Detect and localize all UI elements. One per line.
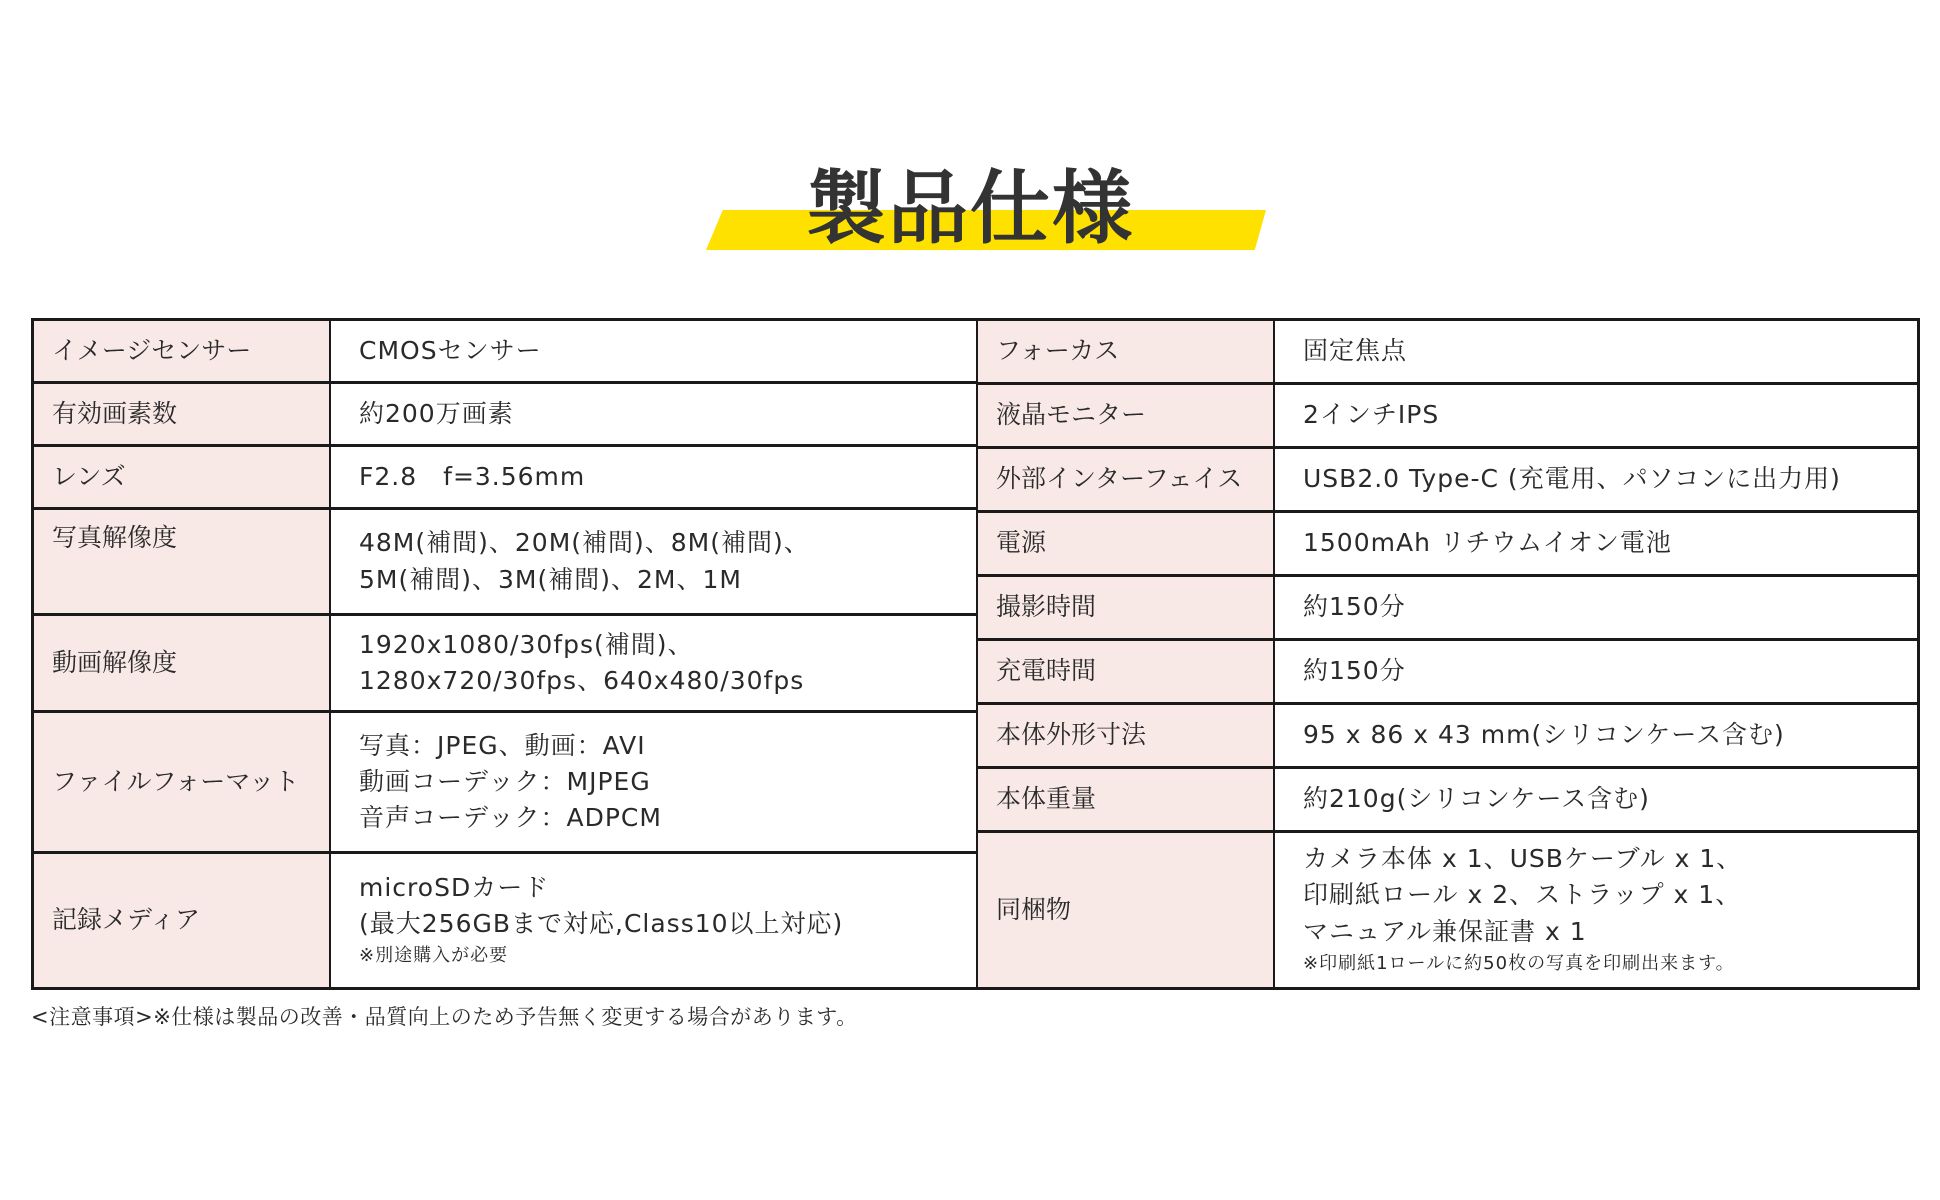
spec-label: 充電時間 — [978, 641, 1275, 705]
spec-label: 本体外形寸法 — [978, 705, 1275, 769]
spec-table-right — [978, 321, 1920, 987]
spec-label: フォーカス — [978, 321, 1275, 385]
spec-value-line: 写真：JPEG、動画：AVI — [359, 730, 646, 760]
title-area — [0, 140, 1940, 260]
spec-label: 液晶モニター — [978, 385, 1275, 449]
spec-label: 写真解像度 — [34, 510, 331, 616]
spec-value-line: 48M(補間)、20M(補間)、8M(補間)、 — [359, 528, 810, 558]
spec-value-line: CMOSセンサー — [359, 335, 542, 365]
spec-value-line: 固定焦点 — [1303, 336, 1408, 366]
spec-value-line: 約210g(シリコンケース含む) — [1303, 784, 1650, 814]
spec-value-line: 動画コーデック：MJPEG — [359, 766, 651, 796]
spec-value — [1275, 321, 1920, 385]
spec-label: 本体重量 — [978, 769, 1275, 833]
spec-note: ※別途購入が必要 — [359, 945, 509, 967]
spec-value-line: 1280x720/30fps、640x480/30fps — [359, 666, 805, 695]
spec-value — [331, 616, 976, 713]
spec-value — [331, 854, 976, 987]
footnote: <注意事項>※仕様は製品の改善・品質向上のため予告無く変更する場合があります。 — [31, 1005, 858, 1029]
spec-value-line: (最大256GBまで対応,Class10以上対応) — [359, 909, 844, 939]
spec-value-line: 約200万画素 — [359, 398, 514, 428]
spec-label: ファイルフォーマット — [34, 713, 331, 854]
spec-value-line: 約150分 — [1303, 592, 1406, 622]
spec-value-line: マニュアル兼保証書 x 1 — [1303, 916, 1587, 946]
spec-value-line: F2.8 f=3.56mm — [359, 461, 586, 491]
spec-value — [1275, 449, 1920, 513]
spec-value — [1275, 705, 1920, 769]
spec-value-line: 1920x1080/30fps(補間)、 — [359, 629, 694, 659]
spec-label: 外部インターフェイス — [978, 449, 1275, 513]
spec-value-line: 5M(補間)、3M(補間)、2M、1M — [359, 564, 742, 594]
spec-label: 同梱物 — [978, 833, 1275, 987]
spec-value-line: USB2.0 Type-C (充電用、パソコンに出力用) — [1303, 464, 1841, 494]
spec-value — [1275, 769, 1920, 833]
spec-label: 動画解像度 — [34, 616, 331, 713]
spec-value — [331, 447, 976, 510]
spec-value-line: 印刷紙ロール x 2、ストラップ x 1、 — [1303, 880, 1742, 910]
spec-value — [1275, 513, 1920, 577]
spec-label: 撮影時間 — [978, 577, 1275, 641]
spec-value — [331, 321, 976, 384]
spec-value — [331, 384, 976, 447]
spec-value-line: 1500mAh リチウムイオン電池 — [1303, 528, 1672, 558]
spec-label: 電源 — [978, 513, 1275, 577]
spec-value-line: 約150分 — [1303, 656, 1406, 686]
spec-value — [331, 713, 976, 854]
spec-value — [1275, 385, 1920, 449]
spec-table — [31, 318, 1920, 990]
spec-label: イメージセンサー — [34, 321, 331, 384]
spec-table-left — [34, 321, 978, 987]
spec-value-line: 2インチIPS — [1303, 400, 1440, 430]
spec-value-line: 音声コーデック：ADPCM — [359, 803, 662, 833]
spec-value — [1275, 577, 1920, 641]
spec-label: 有効画素数 — [34, 384, 331, 447]
spec-label: 記録メディア — [34, 854, 331, 987]
spec-value-line: microSDカード — [359, 872, 550, 902]
spec-label: レンズ — [34, 447, 331, 510]
spec-note: ※印刷紙1ロールに約50枚の写真を印刷出来ます。 — [1303, 952, 1735, 974]
spec-value-line: カメラ本体 x 1、USBケーブル x 1、 — [1303, 844, 1743, 874]
spec-value — [1275, 641, 1920, 705]
spec-value-line: 95 x 86 x 43 mm(シリコンケース含む) — [1303, 720, 1785, 750]
page-title: 製品仕様 — [806, 162, 1134, 255]
spec-value — [1275, 833, 1920, 987]
spec-value — [331, 510, 976, 616]
